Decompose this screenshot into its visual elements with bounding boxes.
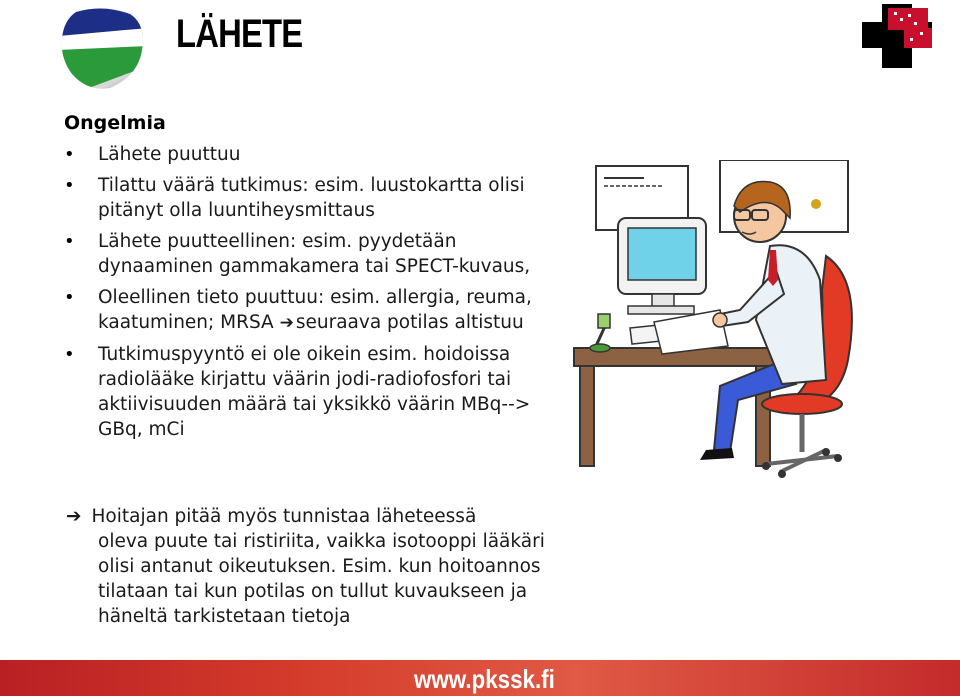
right-arrow-icon: ➔ [279,313,294,333]
right-arrow-icon: ➔ [66,506,82,527]
note-first-line: Hoitajan pitää myös tunnistaa läheteessä [91,506,477,527]
doctor-at-computer-illustration [570,160,860,490]
list-item [62,285,572,336]
list-item: • Tutkimuspyyntö ei ole oikein esim. hoidoissa radiolääke kirjattu väärin jodi-radiofosfori tai aktiivisuuden määrä tai yksikkö väärin MBq--> GBq, mCi [62,342,572,442]
list-item: • Lähete puuttuu [62,142,572,167]
list-item-text: Oleellinen tieto puuttuu: esim. allergia, reuma, kaatuminen; MRSA [98,287,532,333]
list-item: • Tilattu väärä tutkimus: esim. luustokartta olisi pitänyt olla luuntiheysmittaus [62,173,572,223]
nurse-note [66,504,566,629]
note-body: oleva puute tai ristiriita, vaikka isotooppi lääkäri olisi antanut oikeutuksen. Esim. kun hoitoannos tilataan tai kun potilas on tullut kuvaukseen ja häneltä tarkistetaan tietoja [98,531,545,627]
problem-list [62,142,572,448]
page-title: LÄHETE [176,12,303,56]
footer-bar [0,660,960,696]
list-item: • Lähete puutteellinen: esim. pyydetään dynaaminen gammakamera tai SPECT-kuvaus, [62,229,572,279]
red-cross-icon [858,4,936,68]
footer-url-link[interactable]: www.pkssk.fi [414,664,555,694]
list-item-text: seuraava potilas altistuu [295,312,524,333]
section-heading: Ongelmia [64,112,166,134]
organization-logo [58,6,148,92]
